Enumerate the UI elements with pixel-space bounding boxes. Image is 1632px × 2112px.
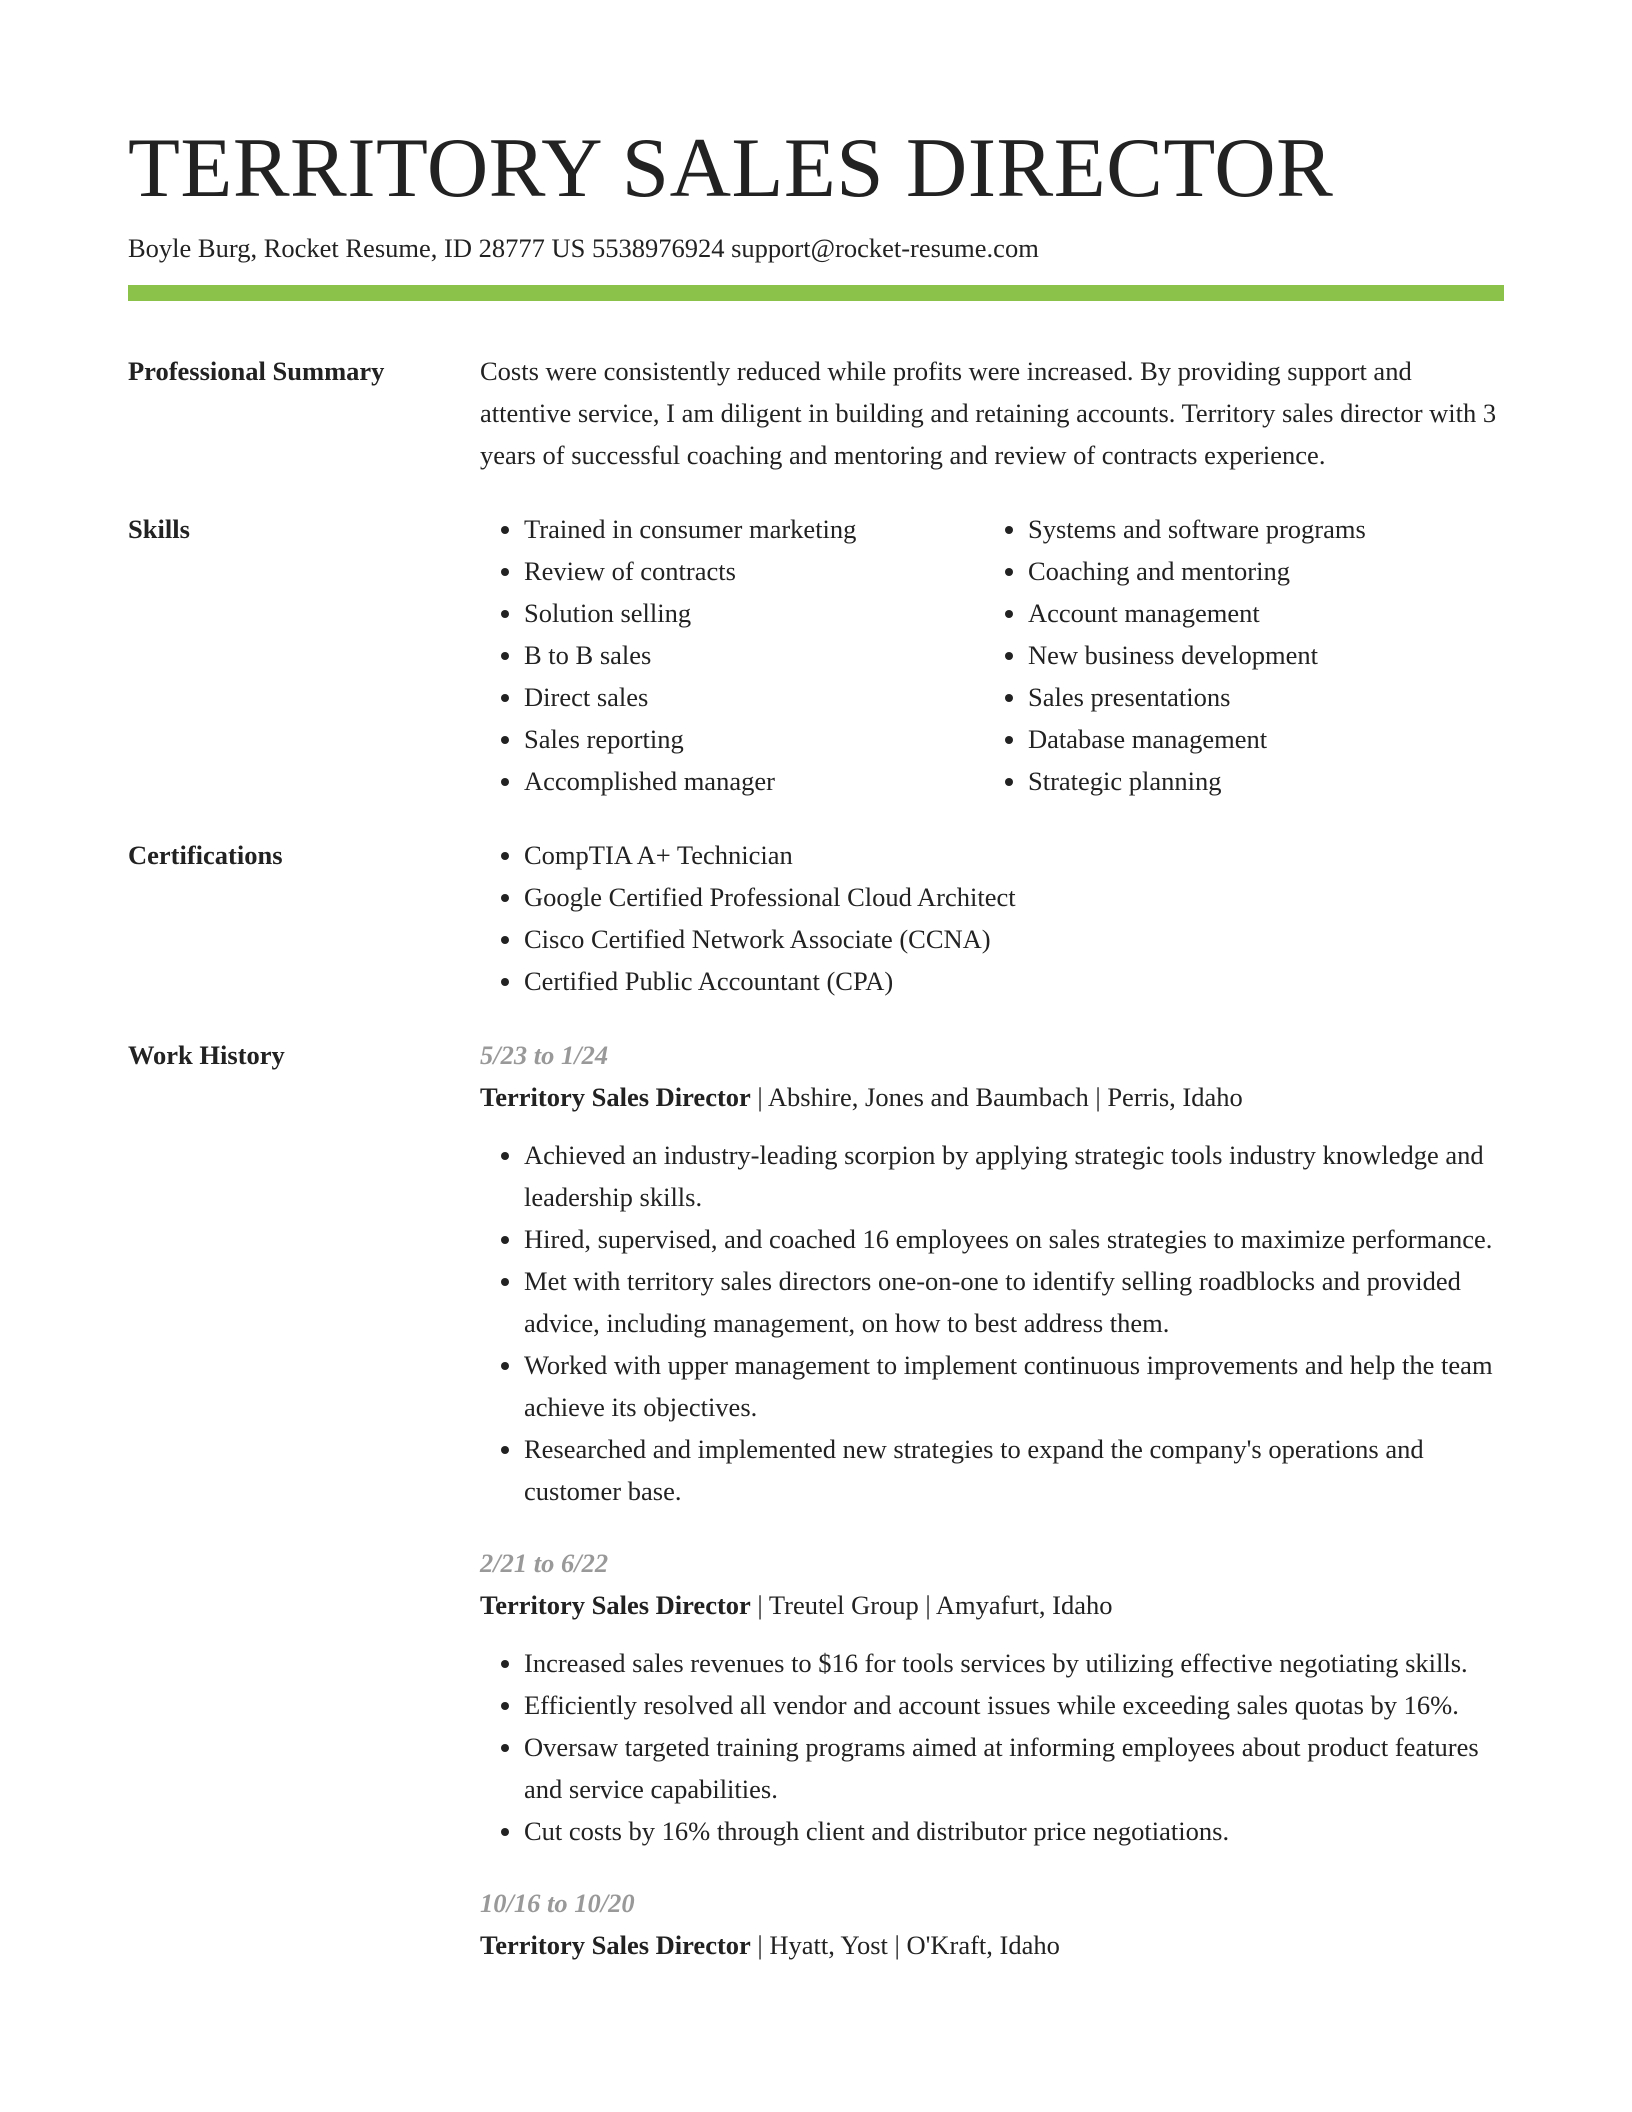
skills-label: Skills bbox=[128, 514, 190, 544]
job-entry bbox=[480, 1882, 1504, 1966]
accent-rule bbox=[128, 285, 1504, 301]
job-entry bbox=[480, 1542, 1504, 1852]
job-company-location: | Hyatt, Yost | O'Kraft, Idaho bbox=[750, 1930, 1060, 1960]
skill-item: • New business development bbox=[1028, 634, 1488, 676]
resume-header bbox=[128, 118, 1504, 266]
certification-item: • CompTIA A+ Technician bbox=[524, 834, 1504, 876]
skill-item: • Coaching and mentoring bbox=[1028, 550, 1488, 592]
resume-title: TERRITORY SALES DIRECTOR bbox=[128, 121, 1334, 215]
job-bullet: • Increased sales revenues to $16 for tools services by utilizing effective negotiating skills. bbox=[524, 1642, 1504, 1684]
job-bullet: • Met with territory sales directors one-on-one to identify selling roadblocks and provided advice, including management, on how to best address them. bbox=[524, 1260, 1504, 1344]
skill-item: • Review of contracts bbox=[524, 550, 984, 592]
skill-item: • Database management bbox=[1028, 718, 1488, 760]
skill-item: • B to B sales bbox=[524, 634, 984, 676]
job-bullet: • Researched and implemented new strategies to expand the company's operations and customer base. bbox=[524, 1428, 1504, 1512]
summary-label: Professional Summary bbox=[128, 356, 385, 386]
job-role: Territory Sales Director bbox=[480, 1590, 751, 1620]
job-dates: 10/16 to 10/20 bbox=[480, 1888, 635, 1918]
skill-item: • Direct sales bbox=[524, 676, 984, 718]
certification-item: • Certified Public Accountant (CPA) bbox=[524, 960, 1504, 1002]
job-role: Territory Sales Director bbox=[480, 1082, 751, 1112]
certifications-list bbox=[480, 834, 1504, 1002]
work-history-section bbox=[128, 1034, 1504, 1996]
job-bullets bbox=[480, 1642, 1504, 1852]
job-heading bbox=[480, 1076, 1504, 1118]
certifications-section bbox=[128, 834, 1504, 1002]
job-bullet: • Hired, supervised, and coached 16 employees on sales strategies to maximize performance. bbox=[524, 1218, 1504, 1260]
job-role: Territory Sales Director bbox=[480, 1930, 751, 1960]
job-bullet: • Oversaw targeted training programs aimed at informing employees about product features and service capabilities. bbox=[524, 1726, 1504, 1810]
summary-body bbox=[480, 350, 1504, 476]
work-history-body bbox=[480, 1034, 1504, 1996]
resume-sections bbox=[128, 350, 1504, 2028]
job-company-location: | Abshire, Jones and Baumbach | Perris, Idaho bbox=[750, 1082, 1243, 1112]
skill-item: • Systems and software programs bbox=[1028, 508, 1488, 550]
skill-item: • Strategic planning bbox=[1028, 760, 1488, 802]
job-heading bbox=[480, 1584, 1504, 1626]
job-entry bbox=[480, 1034, 1504, 1512]
certifications-body bbox=[480, 834, 1504, 1002]
certification-item: • Google Certified Professional Cloud Architect bbox=[524, 876, 1504, 918]
skills-column-left bbox=[480, 508, 984, 802]
skills-section bbox=[128, 508, 1504, 802]
certifications-label: Certifications bbox=[128, 840, 283, 870]
job-bullets bbox=[480, 1134, 1504, 1512]
certification-item: • Cisco Certified Network Associate (CCNA) bbox=[524, 918, 1504, 960]
job-bullet: • Efficiently resolved all vendor and account issues while exceeding sales quotas by 16%. bbox=[524, 1684, 1504, 1726]
work-history-label: Work History bbox=[128, 1040, 285, 1070]
job-dates: 2/21 to 6/22 bbox=[480, 1548, 609, 1578]
job-company-location: | Treutel Group | Amyafurt, Idaho bbox=[750, 1590, 1113, 1620]
summary-text: Costs were consistently reduced while profits were increased. By providing support and attentive service, I am diligent in building and retaining accounts. Territory sales director with 3 years of successful coaching and mentoring and review of contracts experience. bbox=[480, 356, 1497, 470]
skills-list-right bbox=[984, 508, 1488, 802]
job-heading bbox=[480, 1924, 1504, 1966]
job-bullet: • Cut costs by 16% through client and distributor price negotiations. bbox=[524, 1810, 1504, 1852]
summary-section bbox=[128, 350, 1504, 476]
job-dates: 5/23 to 1/24 bbox=[480, 1040, 609, 1070]
skills-column-right bbox=[984, 508, 1488, 802]
skill-item: • Sales reporting bbox=[524, 718, 984, 760]
contact-line: Boyle Burg, Rocket Resume, ID 28777 US 5538976924 support@rocket-resume.com bbox=[128, 233, 1039, 263]
skill-item: • Solution selling bbox=[524, 592, 984, 634]
skill-item: • Accomplished manager bbox=[524, 760, 984, 802]
skill-item: • Trained in consumer marketing bbox=[524, 508, 984, 550]
skills-body bbox=[480, 508, 1504, 802]
skill-item: • Account management bbox=[1028, 592, 1488, 634]
job-bullet: • Achieved an industry-leading scorpion by applying strategic tools industry knowledge and leadership skills. bbox=[524, 1134, 1504, 1218]
skill-item: • Sales presentations bbox=[1028, 676, 1488, 718]
job-bullet: • Worked with upper management to implement continuous improvements and help the team achieve its objectives. bbox=[524, 1344, 1504, 1428]
skills-list-left bbox=[480, 508, 984, 802]
